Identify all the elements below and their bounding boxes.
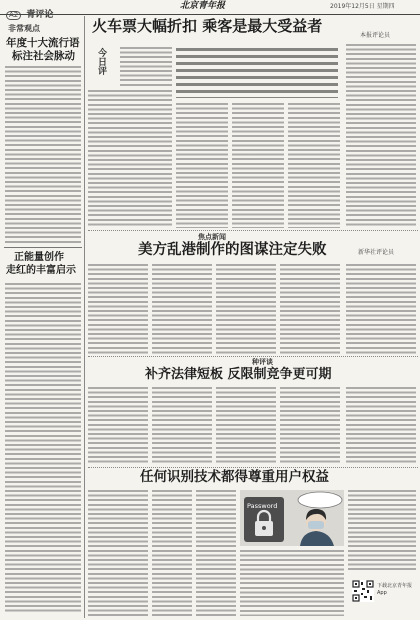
body-text: [346, 387, 416, 465]
byline: 本报评论员: [360, 32, 391, 39]
password-text: Password: [247, 502, 278, 510]
qr-module: [362, 588, 365, 590]
body-text: [196, 490, 236, 616]
column-label: 今日评: [96, 48, 106, 75]
body-text: [280, 264, 340, 354]
body-text: [280, 387, 340, 465]
article-headline: 补齐法律短板 反限制竞争更可期: [145, 367, 332, 382]
qr-module: [355, 597, 357, 599]
article-illustration: [240, 490, 344, 546]
qr-code-icon: [352, 580, 374, 602]
body-text: [152, 264, 212, 354]
qr-module: [361, 582, 363, 585]
column-label: 非常观点: [8, 23, 40, 33]
article-headline: 年度十大流行语: [6, 37, 80, 49]
section-divider: [88, 230, 418, 231]
lock-keyhole: [262, 526, 266, 530]
column-label: 焦点新闻: [198, 232, 226, 241]
body-text: [346, 264, 416, 354]
column-label: 种评谈: [252, 357, 273, 366]
body-text: [232, 103, 284, 228]
qr-module: [364, 596, 367, 598]
face-mask: [308, 521, 324, 529]
speech-bubble: [298, 492, 342, 508]
body-text: [216, 264, 276, 354]
body-text: [216, 387, 276, 465]
lead-paragraph: [176, 48, 338, 98]
body-text: [176, 103, 228, 228]
body-text: [5, 283, 81, 614]
article-headline: 标注社会脉动: [12, 50, 75, 62]
issue-date: 2019年12月5日 星期四: [330, 3, 395, 10]
masthead: 北京青年报: [180, 1, 226, 11]
column-divider: [84, 16, 85, 618]
body-text: [152, 490, 192, 616]
qr-module: [355, 583, 357, 585]
qr-module: [369, 583, 371, 585]
body-text: [5, 66, 81, 244]
body-text: [348, 490, 416, 570]
qr-module: [361, 593, 363, 595]
qr-module: [370, 596, 372, 600]
article-headline: 走红的丰富启示: [6, 265, 76, 276]
qr-module: [354, 590, 357, 592]
body-text: [346, 44, 416, 228]
body-text: [152, 387, 212, 465]
header-rule: [0, 14, 420, 15]
body-text: [88, 90, 172, 228]
article-headline: 任何识别技术都得尊重用户权益: [140, 469, 329, 485]
byline: 新华社评论员: [358, 249, 395, 256]
section-divider: [4, 247, 82, 248]
article-headline: 美方乱港制作的图谋注定失败: [138, 241, 327, 258]
body-text: [88, 490, 148, 616]
main-headline: 火车票大幅折扣 乘客是最大受益者: [92, 17, 323, 35]
article-headline: 正能量创作: [14, 252, 64, 263]
body-text: [240, 550, 344, 616]
app-promo-text[interactable]: 下载北京青年报App: [377, 583, 413, 596]
section-divider: [88, 467, 418, 468]
body-text: [88, 387, 148, 465]
section-name: 青评论: [26, 10, 54, 20]
section-code: A2: [6, 11, 21, 20]
body-text: [120, 47, 172, 87]
body-text: [88, 264, 148, 354]
body-text: [288, 103, 340, 228]
qr-module: [367, 590, 369, 593]
section-header: [6, 2, 53, 21]
